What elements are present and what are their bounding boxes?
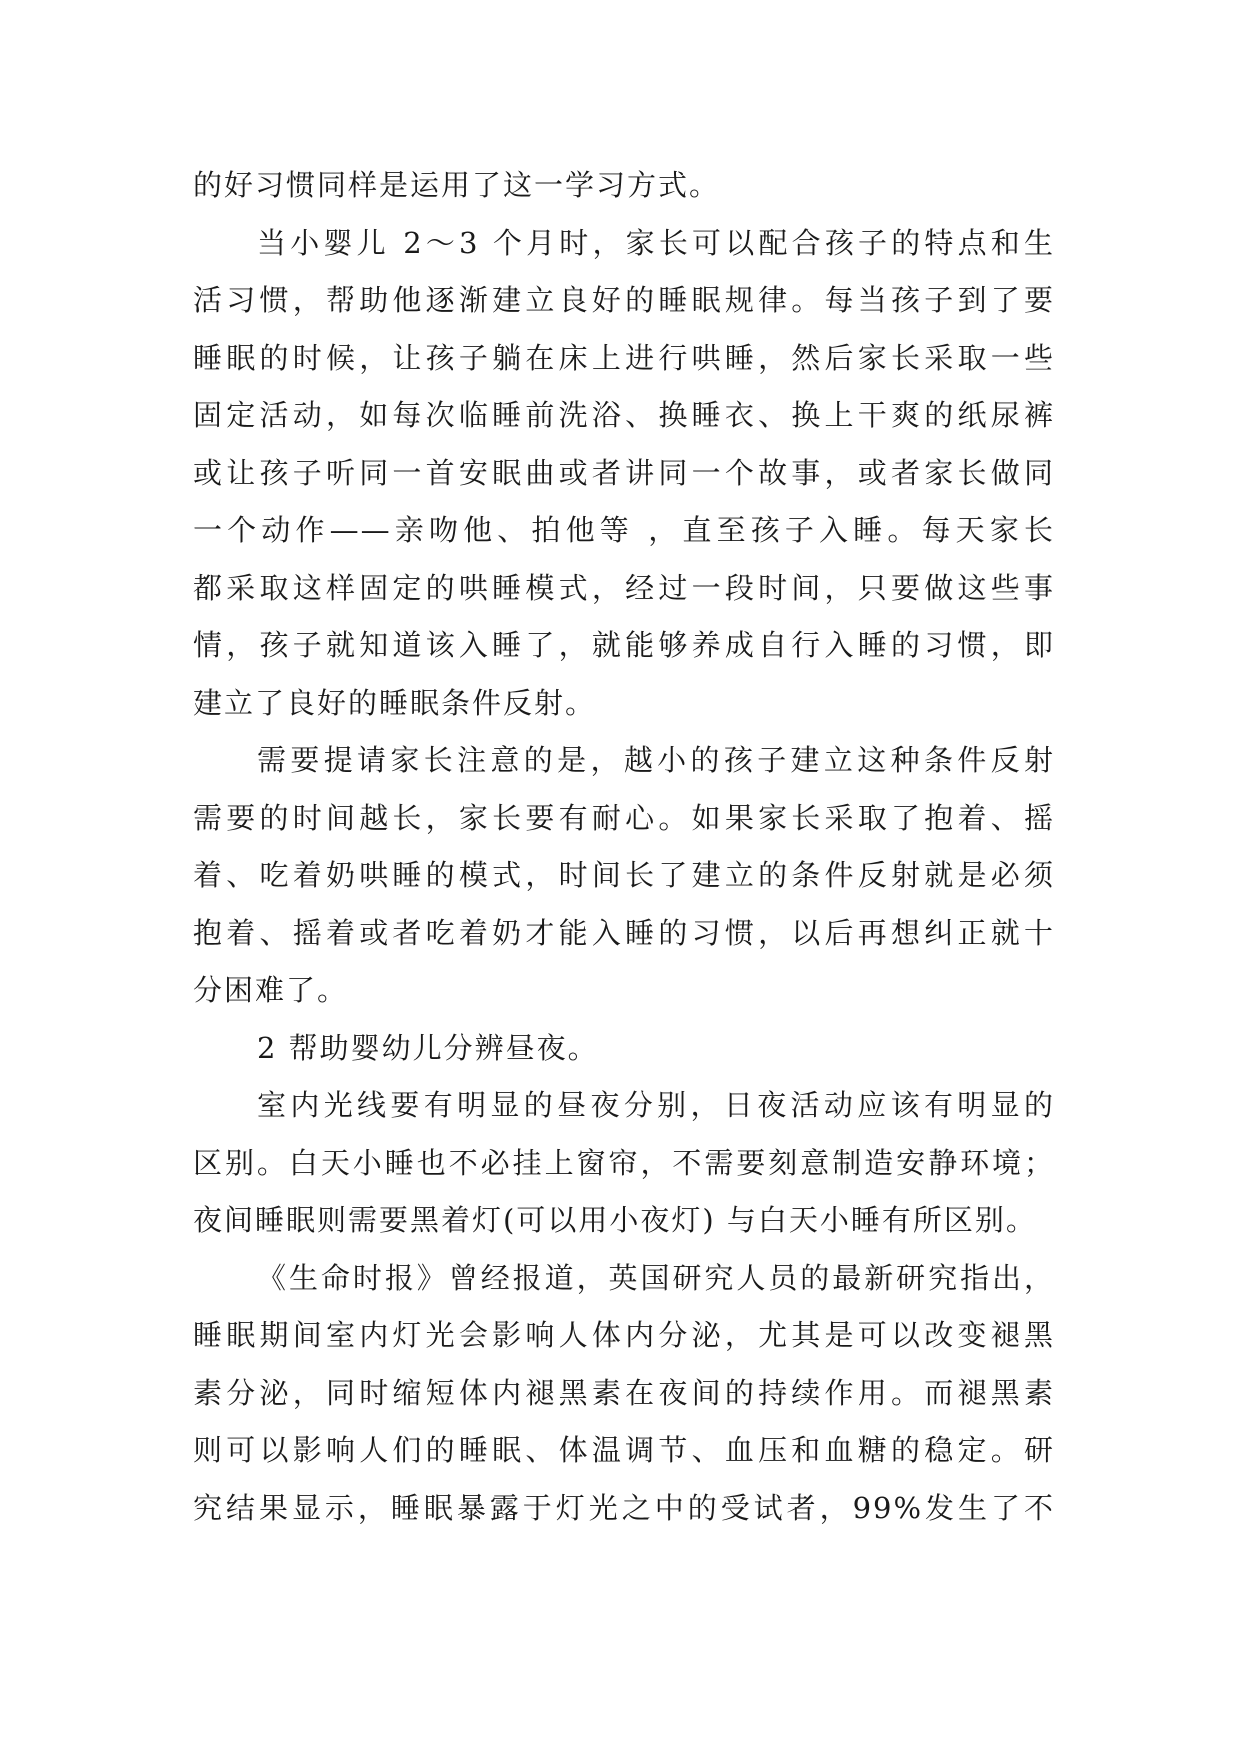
text-line: 素分泌，同时缩短体内褪黑素在夜间的持续作用。而褪黑素 — [193, 1375, 1055, 1410]
section-heading — [193, 1020, 1055, 1078]
text-line: 都采取这样固定的哄睡模式，经过一段时间，只要做这些事 — [193, 570, 1055, 605]
text-line: 《生命时报》曾经报道，英国研究人员的最新研究指出， — [257, 1260, 1055, 1295]
text-line: 固定活动，如每次临睡前洗浴、换睡衣、换上干爽的纸尿裤 — [193, 398, 1055, 432]
document-body — [193, 157, 1055, 1537]
text-line: 或让孩子听同一首安眠曲或者讲同一个故事，或者家长做同 — [193, 455, 1055, 490]
text-line: 需要的时间越长，家长要有耐心。如果家长采取了抱着、摇 — [193, 800, 1055, 835]
text-line: 睡眠期间室内灯光会影响人体内分泌，尤其是可以改变褪黑 — [193, 1318, 1055, 1352]
text-line: 夜间睡眠则需要黑着灯(可以用小夜灯) 与白天小睡有所区别。 — [193, 1203, 1037, 1237]
paragraph — [193, 157, 1055, 215]
text-line: 究结果显示，睡眠暴露于灯光之中的受试者，99%发生了不 — [193, 1490, 1055, 1525]
text-line: 则可以影响人们的睡眠、体温调节、血压和血糖的稳定。研 — [193, 1433, 1055, 1467]
text-line: 睡眠的时候，让孩子躺在床上进行哄睡，然后家长采取一些 — [193, 340, 1055, 375]
paragraph — [193, 1077, 1055, 1250]
paragraph — [193, 732, 1055, 1020]
text-line: 需要提请家长注意的是，越小的孩子建立这种条件反射 — [257, 743, 1055, 777]
paragraph — [193, 215, 1055, 733]
text-line: 当小婴儿 2～3 个月时，家长可以配合孩子的特点和生 — [257, 225, 1055, 260]
text-line: 着、吃着奶哄睡的模式，时间长了建立的条件反射就是必须 — [193, 858, 1055, 892]
text-line: 的好习惯同样是运用了这一学习方式。 — [193, 168, 721, 202]
text-line: 建立了良好的睡眠条件反射。 — [193, 685, 597, 720]
text-line: 分困难了。 — [193, 973, 349, 1007]
text-line: 活习惯，帮助他逐渐建立良好的睡眠规律。每当孩子到了要 — [193, 283, 1055, 317]
text-line: 2 帮助婴幼儿分辨昼夜。 — [257, 1030, 599, 1065]
text-line: 室内光线要有明显的昼夜分别，日夜活动应该有明显的 — [257, 1088, 1055, 1122]
text-line: 一个动作——亲吻他、拍他等 ，直至孩子入睡。每天家长 — [193, 513, 1055, 547]
text-line: 区别。白天小睡也不必挂上窗帘，不需要刻意制造安静环境； — [193, 1145, 1055, 1180]
paragraph — [193, 1250, 1055, 1538]
text-line: 情，孩子就知道该入睡了，就能够养成自行入睡的习惯，即 — [193, 628, 1055, 662]
text-line: 抱着、摇着或者吃着奶才能入睡的习惯，以后再想纠正就十 — [193, 915, 1055, 950]
